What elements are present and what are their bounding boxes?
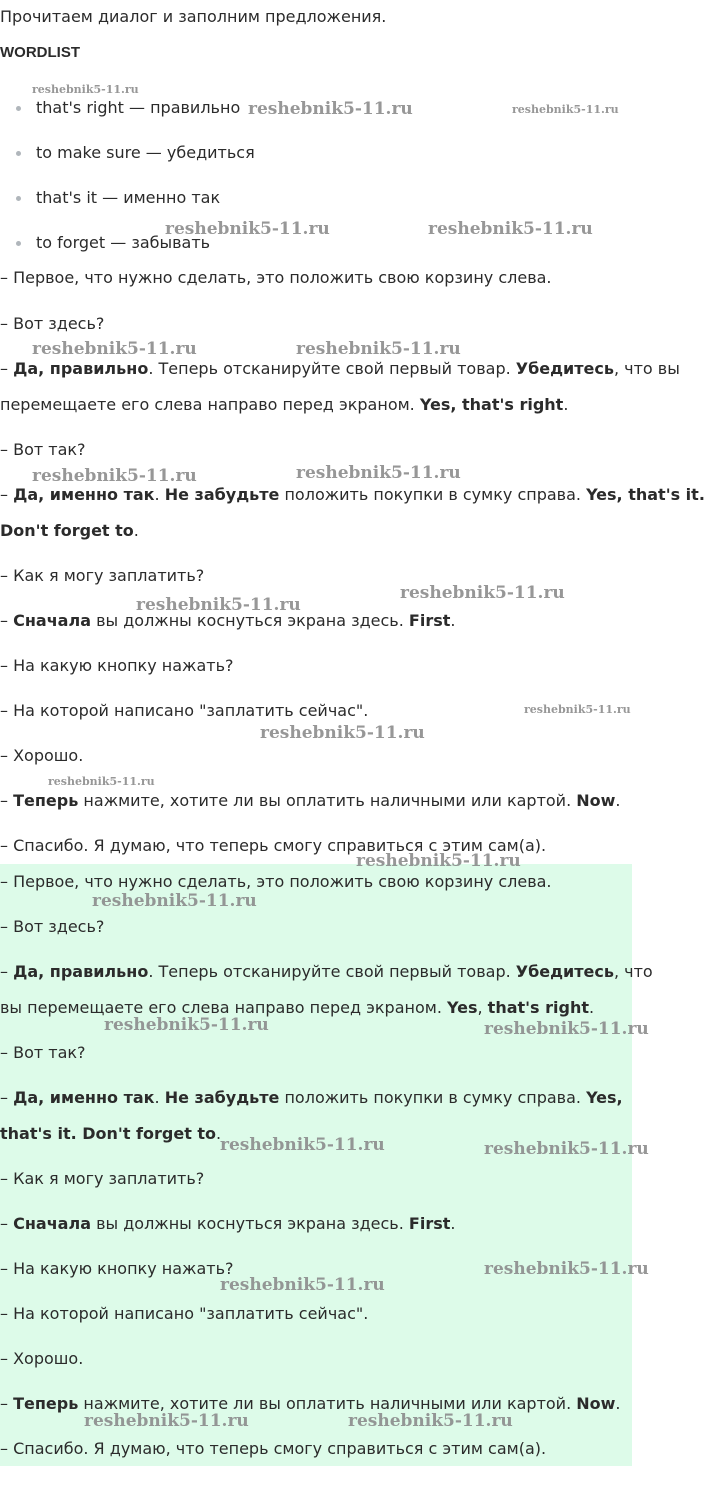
- line-text: , что: [613, 962, 653, 981]
- line-text: вы должны коснуться экрана здесь.: [90, 1214, 409, 1233]
- bullet-icon: [16, 151, 21, 156]
- line-text: –: [0, 485, 14, 504]
- line-text: .: [133, 521, 139, 540]
- line-text: –: [0, 791, 14, 810]
- wordlist-item: that's it — именно так: [36, 188, 221, 207]
- key-phrase: Yes, that's right: [419, 395, 564, 414]
- wordlist-item: that's right — правильно: [36, 98, 241, 117]
- bullet-icon: [16, 241, 21, 246]
- key-phrase: Да, правильно: [13, 962, 149, 981]
- watermark: reshebnik5-11.ru: [32, 83, 139, 96]
- line-text: перемещаете его слева направо перед экраном.: [0, 395, 420, 414]
- line-text: . Теперь отсканируйте свой первый товар.: [148, 962, 516, 981]
- line-text: – Хорошо.: [0, 1349, 84, 1368]
- key-phrase: Now: [576, 791, 616, 810]
- dialog-line: [0, 835, 675, 857]
- watermark: reshebnik5-11.ru: [136, 595, 301, 615]
- key-phrase: Да, именно так: [13, 485, 155, 504]
- watermark: reshebnik5-11.ru: [524, 703, 631, 716]
- line-text: – Первое, что нужно сделать, это положить свою корзину слева.: [0, 872, 552, 891]
- watermark: reshebnik5-11.ru: [296, 339, 461, 359]
- watermark: reshebnik5-11.ru: [92, 891, 257, 911]
- key-phrase: Да, именно так: [13, 1088, 155, 1107]
- line-text: – Вот так?: [0, 1043, 86, 1062]
- line-text: – Как я могу заплатить?: [0, 1169, 205, 1188]
- key-phrase: Не забудьте: [164, 1088, 280, 1107]
- line-text: .: [450, 611, 456, 630]
- dialog-line: [0, 655, 675, 677]
- line-text: .: [615, 791, 621, 810]
- dialog-line: [0, 997, 675, 1019]
- line-text: – Как я могу заплатить?: [0, 566, 205, 585]
- dialog-line: [0, 520, 675, 542]
- key-phrase: Don't forget to: [0, 521, 134, 540]
- line-text: – Вот здесь?: [0, 314, 105, 333]
- line-text: – На какую кнопку нажать?: [0, 656, 234, 675]
- dialog-line: [0, 610, 675, 632]
- line-text: – Вот здесь?: [0, 917, 105, 936]
- watermark: reshebnik5-11.ru: [84, 1411, 249, 1431]
- line-text: , что вы: [613, 359, 680, 378]
- line-text: –: [0, 1394, 14, 1413]
- watermark: reshebnik5-11.ru: [220, 1135, 385, 1155]
- key-phrase: Да, правильно: [13, 359, 149, 378]
- line-text: .: [154, 1088, 165, 1107]
- watermark: reshebnik5-11.ru: [48, 775, 155, 788]
- wordlist-item: to make sure — убедиться: [36, 143, 255, 162]
- line-text: положить покупки в сумку справа.: [279, 1088, 587, 1107]
- watermark: reshebnik5-11.ru: [260, 723, 425, 743]
- line-text: .: [216, 1124, 222, 1143]
- key-phrase: Сначала: [13, 611, 91, 630]
- watermark: reshebnik5-11.ru: [165, 219, 330, 239]
- watermark: reshebnik5-11.ru: [484, 1139, 649, 1159]
- line-text: – Спасибо. Я думаю, что теперь смогу справиться с этим сам(а).: [0, 1439, 547, 1458]
- key-phrase: Теперь: [13, 1394, 79, 1413]
- line-text: – Хорошо.: [0, 746, 84, 765]
- watermark: reshebnik5-11.ru: [348, 1411, 513, 1431]
- dialog-line: [0, 871, 675, 893]
- line-text: –: [0, 359, 14, 378]
- dialog-line: [0, 1303, 675, 1325]
- key-phrase: Yes, that's it.: [586, 485, 705, 504]
- dialog-line: [0, 916, 675, 938]
- watermark: reshebnik5-11.ru: [104, 1015, 269, 1035]
- watermark: reshebnik5-11.ru: [248, 99, 413, 119]
- line-text: – Спасибо. Я думаю, что теперь смогу справиться с этим сам(а).: [0, 836, 547, 855]
- watermark: reshebnik5-11.ru: [484, 1259, 649, 1279]
- line-text: –: [0, 1088, 14, 1107]
- dialog-line: [0, 313, 675, 335]
- key-phrase: that's it. Don't forget to: [0, 1124, 217, 1143]
- watermark: reshebnik5-11.ru: [428, 219, 593, 239]
- dialog-line: [0, 1348, 675, 1370]
- dialog-line: [0, 1438, 675, 1460]
- line-text: – На которой написано "заплатить сейчас".: [0, 1304, 369, 1323]
- key-phrase: Now: [576, 1394, 616, 1413]
- line-text: – Вот так?: [0, 440, 86, 459]
- line-text: –: [0, 962, 14, 981]
- key-phrase: Убедитесь: [515, 359, 614, 378]
- bullet-icon: [16, 106, 21, 111]
- line-text: .: [450, 1214, 456, 1233]
- line-text: – Первое, что нужно сделать, это положить свою корзину слева.: [0, 268, 552, 287]
- key-phrase: Сначала: [13, 1214, 91, 1233]
- line-text: вы должны коснуться экрана здесь.: [90, 611, 409, 630]
- line-text: положить покупки в сумку справа.: [279, 485, 587, 504]
- key-phrase: Yes,: [586, 1088, 623, 1107]
- line-text: вы перемещаете его слева направо перед экраном.: [0, 998, 447, 1017]
- intro-text: Прочитаем диалог и заполним предложения.: [0, 7, 387, 26]
- watermark: reshebnik5-11.ru: [32, 466, 197, 486]
- wordlist-title: WORDLIST: [0, 44, 80, 61]
- line-text: –: [0, 611, 14, 630]
- dialog-line: [0, 358, 680, 380]
- watermark: reshebnik5-11.ru: [296, 463, 461, 483]
- wordlist-item: to forget — забывать: [36, 233, 211, 252]
- line-text: .: [154, 485, 165, 504]
- dialog-line: [0, 439, 675, 461]
- line-text: .: [563, 395, 569, 414]
- dialog-line: [0, 394, 675, 416]
- dialog-line: [0, 1213, 675, 1235]
- line-text: – На которой написано "заплатить сейчас".: [0, 701, 369, 720]
- key-phrase: Убедитесь: [515, 962, 614, 981]
- line-text: – На какую кнопку нажать?: [0, 1259, 234, 1278]
- key-phrase: First: [408, 1214, 451, 1233]
- watermark: reshebnik5-11.ru: [32, 339, 197, 359]
- dialog-line: [0, 1168, 675, 1190]
- dialog-line: [0, 790, 675, 812]
- line-text: .: [615, 1394, 621, 1413]
- line-text: –: [0, 1214, 14, 1233]
- line-text: ,: [477, 998, 488, 1017]
- dialog-line: [0, 1087, 675, 1109]
- key-phrase: Теперь: [13, 791, 79, 810]
- bullet-icon: [16, 196, 21, 201]
- key-phrase: that's right: [487, 998, 590, 1017]
- answer-highlight-box: [0, 864, 632, 1466]
- watermark: reshebnik5-11.ru: [484, 1019, 649, 1039]
- dialog-line: [0, 745, 675, 767]
- line-text: .: [589, 998, 595, 1017]
- key-phrase: Yes: [447, 998, 478, 1017]
- watermark: reshebnik5-11.ru: [400, 583, 565, 603]
- dialog-line: [0, 565, 675, 587]
- watermark: reshebnik5-11.ru: [512, 103, 619, 116]
- dialog-line: [0, 267, 675, 289]
- key-phrase: First: [408, 611, 451, 630]
- line-text: . Теперь отсканируйте свой первый товар.: [148, 359, 516, 378]
- line-text: нажмите, хотите ли вы оплатить наличными или картой.: [78, 1394, 577, 1413]
- line-text: нажмите, хотите ли вы оплатить наличными или картой.: [78, 791, 577, 810]
- watermark: reshebnik5-11.ru: [220, 1275, 385, 1295]
- dialog-line: [0, 1042, 675, 1064]
- watermark: reshebnik5-11.ru: [356, 851, 521, 871]
- key-phrase: Не забудьте: [164, 485, 280, 504]
- dialog-line: [0, 961, 675, 983]
- dialog-line: [0, 484, 705, 506]
